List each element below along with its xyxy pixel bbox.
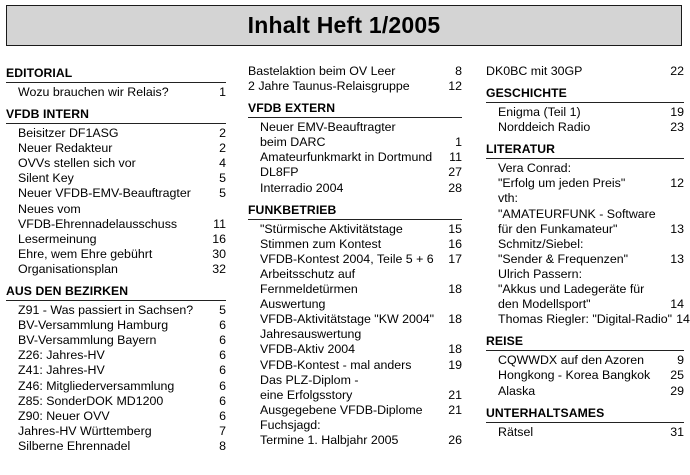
toc-entry-title: Jahresauswertung	[260, 327, 362, 342]
toc-entry	[6, 232, 226, 247]
toc-entry-page: 14	[676, 312, 690, 327]
section-divider	[6, 123, 226, 124]
toc-entry	[248, 433, 462, 448]
toc-entry	[248, 64, 462, 79]
toc-entry-title: vth:	[498, 191, 518, 206]
section-heading: EDITORIAL	[6, 66, 73, 80]
toc-entry-page: 6	[219, 333, 226, 348]
toc-entry	[248, 267, 462, 282]
toc-entry-page: 4	[219, 156, 226, 171]
toc-entry	[486, 161, 684, 176]
toc-entry-page: 32	[212, 261, 226, 276]
toc-entry-page: 8	[455, 64, 462, 78]
toc-entry-page: 18	[448, 282, 462, 297]
section-heading: REISE	[486, 334, 524, 349]
toc-entry-page: 25	[670, 368, 684, 383]
toc-entry-page: 5	[219, 186, 226, 201]
toc-entry-page: 21	[448, 387, 462, 402]
toc-entry	[248, 120, 462, 135]
toc-entry-title: Norddeich Radio	[498, 120, 591, 135]
toc-entry	[486, 105, 684, 120]
toc-entry-title: OVVs stellen sich vor	[18, 156, 136, 171]
toc-entry-page: 22	[670, 64, 684, 78]
toc-entry-title: BV-Versammlung Bayern	[18, 333, 157, 348]
toc-entry	[6, 439, 226, 454]
toc-entry	[6, 85, 226, 100]
toc-entry-page: 26	[448, 432, 462, 447]
toc-entry	[248, 403, 462, 418]
toc-entry-page: 31	[670, 424, 684, 439]
toc-entry	[486, 353, 684, 368]
toc-entry-page: 8	[219, 438, 226, 453]
toc-entry-title: den Modellsport"	[498, 297, 591, 312]
toc-entry-title: Wozu brauchen wir Relais?	[18, 85, 169, 99]
toc-entry-title: Ausgegebene VFDB-Diplome	[260, 402, 423, 417]
toc-entry-title: Thomas Riegler: "Digital-Radio"	[498, 312, 673, 327]
section-divider	[486, 422, 684, 423]
toc-entry	[248, 312, 462, 327]
toc-entry-title: Fuchsjagd:	[260, 417, 321, 432]
toc-entry	[6, 333, 226, 348]
toc-entry	[486, 297, 684, 312]
toc-entry-title: Z90: Neuer OVV	[18, 408, 110, 423]
toc-entry-title: Jahres-HV Württemberg	[18, 423, 152, 438]
toc-entry-title: Organisationsplan	[18, 261, 118, 276]
toc-entry-page: 18	[448, 342, 462, 357]
section-divider	[248, 117, 462, 118]
toc-entry-title: Arbeitsschutz auf	[260, 266, 356, 281]
toc-entry	[6, 217, 226, 232]
toc-entry-title: Silberne Ehrennadel	[18, 438, 131, 453]
toc-entry	[248, 358, 462, 373]
toc-entry-title: Alaska	[498, 383, 536, 398]
toc-entry-title: "Akkus und Ladegeräte für	[498, 282, 645, 297]
toc-entry-title: Z41: Jahres-HV	[18, 363, 105, 378]
toc-entry	[6, 126, 226, 141]
toc-entry	[486, 384, 684, 399]
toc-entry-page: 21	[448, 402, 462, 417]
section-divider	[486, 350, 684, 351]
toc-entry	[248, 282, 462, 297]
toc-entry-title: "Erfolg um jeden Preis"	[498, 176, 626, 191]
toc-entry-title: Neuer VFDB-EMV-Beauftragter	[18, 186, 191, 201]
toc-entry	[486, 222, 684, 237]
toc-entry	[6, 409, 226, 424]
toc-entry	[248, 388, 462, 403]
toc-entry-title: Fernmeldetürmen	[260, 282, 358, 297]
section-heading: AUS DEN BEZIRKEN	[6, 284, 129, 299]
toc-entry-title: Interradio 2004	[260, 180, 344, 195]
section-divider	[248, 219, 462, 220]
toc-entry-title: DK0BC mit 30GP	[486, 64, 583, 78]
toc-entry	[6, 141, 226, 156]
toc-entry	[6, 348, 226, 363]
toc-entry	[6, 262, 226, 277]
toc-entry-page: 14	[670, 297, 684, 312]
toc-entry-title: Das PLZ-Diplom -	[260, 372, 359, 387]
toc-entry-title: Ehre, wem Ehre gebührt	[18, 246, 153, 261]
toc-entry-title: Amateurfunkmarkt in Dortmund	[260, 150, 433, 165]
toc-entry-page: 1	[219, 85, 226, 99]
toc-entry	[486, 191, 684, 206]
toc-entry-title: Neuer EMV-Beauftragter	[260, 120, 396, 135]
toc-entry-title: VFDB-Kontest - mal anders	[260, 357, 412, 372]
toc-entry-title: Auswertung	[260, 297, 326, 312]
toc-entry	[248, 181, 462, 196]
toc-entry-title: "AMATEURFUNK - Software	[498, 206, 656, 221]
toc-entry-page: 11	[213, 216, 226, 231]
toc-entry	[6, 202, 226, 217]
toc-entry	[248, 135, 462, 150]
toc-entry-title: DL8FP	[260, 165, 299, 180]
toc-entry	[6, 247, 226, 262]
toc-entry	[486, 312, 690, 327]
toc-entry-page: 18	[448, 312, 462, 327]
toc-entry-title: Z85: SonderDOK MD1200	[18, 393, 164, 408]
toc-entry-title: Silent Key	[18, 171, 74, 186]
toc-entry	[6, 318, 226, 333]
toc-entry	[486, 282, 684, 297]
toc-entry	[248, 165, 462, 180]
toc-entry-title: BV-Versammlung Hamburg	[18, 318, 169, 333]
toc-entry	[248, 79, 462, 94]
toc-column-2	[248, 64, 462, 448]
toc-entry	[6, 171, 226, 186]
toc-entry-page: 27	[448, 165, 462, 180]
toc-entry-page: 5	[219, 171, 226, 186]
toc-entry-title: für den Funkamateur"	[498, 221, 618, 236]
section-divider	[6, 300, 226, 301]
toc-entry	[248, 150, 462, 165]
toc-entry-page: 15	[448, 221, 462, 236]
toc-entry-title: Z26: Jahres-HV	[18, 348, 105, 363]
toc-entry-title: Neues vom	[18, 201, 81, 216]
toc-entry	[248, 418, 462, 433]
toc-entry	[248, 342, 462, 357]
toc-entry	[6, 394, 226, 409]
toc-entry	[486, 64, 684, 79]
toc-entry-page: 17	[448, 251, 462, 266]
toc-entry-page: 12	[448, 79, 462, 94]
toc-entry	[6, 424, 226, 439]
toc-entry-page: 6	[219, 378, 226, 393]
toc-entry-title: Stimmen zum Kontest	[260, 236, 382, 251]
section-heading: VFDB EXTERN	[248, 101, 336, 116]
toc-entry-title: Ulrich Passern:	[498, 266, 583, 281]
toc-entry	[486, 252, 684, 267]
toc-entry-page: 12	[670, 176, 684, 191]
toc-entry	[486, 237, 684, 252]
toc-entry-page: 7	[219, 423, 226, 438]
toc-entry-page: 29	[670, 383, 684, 398]
toc-entry-title: "Sender & Frequenzen"	[498, 251, 629, 266]
toc-entry-title: Enigma (Teil 1)	[498, 105, 581, 120]
toc-entry	[486, 176, 684, 191]
toc-entry-page: 6	[219, 348, 226, 363]
toc-entry	[248, 373, 462, 388]
toc-entry-page: 2	[219, 126, 226, 141]
toc-entry	[248, 237, 462, 252]
toc-entry	[6, 379, 226, 394]
toc-entry	[486, 120, 684, 135]
page-title: Inhalt Heft 1/2005	[247, 12, 441, 38]
toc-entry-page: 19	[448, 357, 462, 372]
toc-entry-page: 23	[670, 120, 684, 135]
toc-entry-title: Rätsel	[498, 424, 534, 439]
toc-entry-page: 16	[212, 231, 226, 246]
toc-entry-title: Bastelaktion beim OV Leer	[248, 64, 396, 78]
toc-entry-page: 5	[219, 303, 226, 318]
toc-entry-title: Neuer Redakteur	[18, 141, 113, 156]
toc-entry-title: VFDB-Aktiv 2004	[260, 342, 356, 357]
toc-entry-title: Schmitz/Siebel:	[498, 236, 584, 251]
toc-entry-title: Hongkong - Korea Bangkok	[498, 368, 651, 383]
toc-entry-page: 13	[670, 251, 684, 266]
section-heading: LITERATUR	[486, 142, 556, 157]
toc-entry	[248, 327, 462, 342]
toc-entry-title: "Stürmische Aktivitätstage	[260, 221, 403, 236]
section-divider	[486, 102, 684, 103]
toc-entry-page: 28	[448, 180, 462, 195]
toc-entry-page: 11	[449, 150, 462, 165]
toc-entry-title: Vera Conrad:	[498, 161, 572, 176]
toc-entry-title: VFDB-Aktivitätstage "KW 2004"	[260, 312, 435, 327]
toc-entry	[248, 222, 462, 237]
toc-entry-page: 9	[677, 353, 684, 368]
title-banner	[6, 5, 682, 46]
toc-entry-title: VFDB-Ehrennadelausschuss	[18, 216, 178, 231]
toc-entry	[486, 425, 684, 440]
toc-entry-title: VFDB-Kontest 2004, Teile 5 + 6	[260, 251, 434, 266]
toc-entry-title: 2 Jahre Taunus-Relaisgruppe	[248, 79, 410, 94]
toc-entry-page: 19	[670, 105, 684, 120]
section-heading: UNTERHALTSAMES	[486, 405, 605, 420]
toc-entry	[6, 186, 226, 201]
toc-entry-title: Termine 1. Halbjahr 2005	[260, 432, 399, 447]
toc-entry	[6, 363, 226, 378]
toc-entry-page: 6	[219, 393, 226, 408]
toc-entry-page: 30	[212, 246, 226, 261]
toc-entry-page: 1	[455, 135, 462, 150]
toc-entry-page: 6	[219, 318, 226, 333]
section-heading: GESCHICHTE	[486, 86, 567, 101]
toc-entry-title: Z46: Mitgliederversammlung	[18, 378, 175, 393]
toc-entry-title: beim DARC	[260, 135, 326, 150]
toc-entry-title: eine Erfolgsstory	[260, 387, 353, 402]
section-divider	[486, 158, 684, 159]
section-heading: VFDB INTERN	[6, 107, 90, 122]
toc-entry-page: 6	[219, 363, 226, 378]
toc-entry	[248, 297, 462, 312]
toc-column-1	[6, 64, 226, 454]
toc-entry-page: 13	[670, 221, 684, 236]
toc-entry-title: Beisitzer DF1ASG	[18, 126, 119, 141]
toc-entry-title: CQWWDX auf den Azoren	[498, 353, 644, 368]
section-heading: FUNKBETRIEB	[248, 202, 337, 217]
toc-entry-title: Z91 - Was passiert in Sachsen?	[18, 303, 194, 318]
toc-entry	[248, 252, 462, 267]
toc-column-3	[486, 64, 690, 440]
toc-entry	[486, 267, 684, 282]
toc-entry	[6, 156, 226, 171]
section-divider	[6, 82, 226, 83]
toc-entry	[486, 368, 684, 383]
toc-entry-title: Lesermeinung	[18, 231, 97, 246]
toc-entry	[6, 303, 226, 318]
toc-entry-page: 6	[219, 408, 226, 423]
toc-entry-page: 16	[448, 236, 462, 251]
toc-entry-page: 2	[219, 141, 226, 156]
toc-entry	[486, 207, 684, 222]
